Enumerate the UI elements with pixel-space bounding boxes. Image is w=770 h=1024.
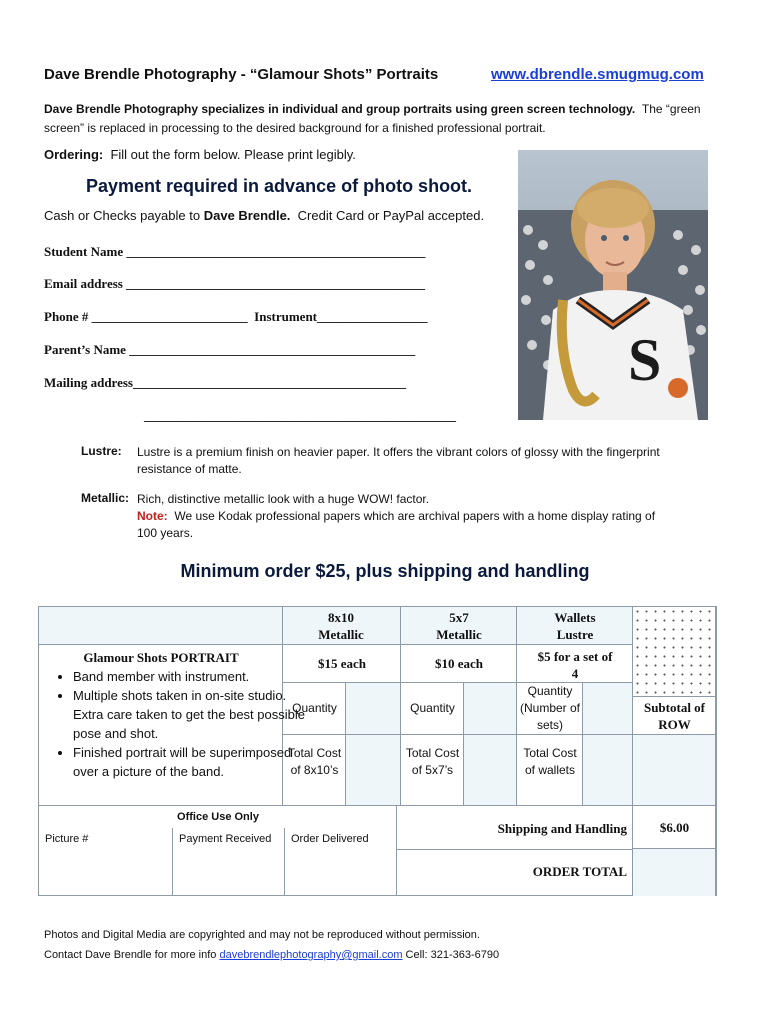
- minimum-order-heading: Minimum order $25, plus shipping and handling: [180, 561, 590, 581]
- feature-item: • Finished portrait will be superimposed over a picture of the band.: [73, 743, 305, 781]
- ordering-label: Ordering:: [44, 147, 104, 162]
- order-total-input[interactable]: [633, 849, 716, 896]
- portrait-title: Glamour Shots PORTRAIT: [83, 650, 239, 665]
- total-8x10-input[interactable]: [346, 735, 401, 806]
- cash-name: Dave Brendle.: [203, 208, 291, 223]
- shipping-total-area: [397, 806, 633, 896]
- col-8x10-head: [283, 607, 401, 645]
- office-use-header: [39, 806, 397, 828]
- col-wallets-price: $5 for a set of 4: [537, 649, 613, 681]
- shipping-value-cell: [633, 806, 716, 849]
- col-5x7-total-label-cell: [401, 735, 464, 806]
- shipping-label: Shipping and Handling: [497, 821, 627, 836]
- payment-received-cell[interactable]: [173, 828, 285, 896]
- col-wallets-head: [517, 607, 633, 645]
- student-name-field[interactable]: Student Name ______________________________________________: [44, 244, 426, 259]
- contact-email-link[interactable]: davebrendlephotography@gmail.com: [219, 949, 403, 961]
- cash-pre: Cash or Checks payable to: [44, 208, 201, 223]
- intro-bold: Dave Brendle Photography specializes in individual and group portraits using green screen technology.: [44, 102, 636, 116]
- order-table: [38, 606, 717, 896]
- col-8x10-total-label-cell: [283, 735, 346, 806]
- metallic-note: [137, 508, 657, 542]
- qty-5x7-input[interactable]: [464, 683, 517, 735]
- subtotal-label: Subtotal of ROW: [643, 700, 706, 732]
- order-total-label: ORDER TOTAL: [532, 864, 627, 879]
- picture-number-label: Picture #: [45, 833, 89, 845]
- feature-item: • Band member with instrument.: [73, 667, 305, 686]
- col-wallets-total-label-cell: [517, 735, 583, 806]
- table-blank-header: [39, 607, 283, 645]
- shipping-value: $6.00: [659, 820, 690, 835]
- office-use-label: Office Use Only: [177, 811, 259, 823]
- col-8x10-price: $15 each: [317, 656, 367, 671]
- phone-instrument-row: [44, 309, 428, 325]
- feature-item: • Multiple shots taken in on-site studio. Extra care taken to get the best possible pose and shot.: [73, 686, 305, 743]
- cash-post: Credit Card or PayPal accepted.: [297, 208, 485, 223]
- dotted-fill: [633, 607, 716, 697]
- col-wallets-qty-label-cell: [517, 683, 583, 735]
- mailing-address-field[interactable]: Mailing address__________________________________________: [44, 375, 406, 390]
- note-label: Note:: [137, 509, 168, 523]
- sample-portrait-photo: [518, 150, 708, 420]
- phone-field[interactable]: Phone # ________________________: [44, 309, 248, 324]
- copyright-notice: Photos and Digital Media are copyrighted and may not be reproduced without permission.: [44, 929, 480, 941]
- col-5x7-qty-label: Quantity: [410, 701, 455, 715]
- payment-methods: [44, 208, 484, 223]
- total-5x7-input[interactable]: [464, 735, 517, 806]
- subtotal-input[interactable]: [633, 735, 716, 806]
- portrait-description-cell: [39, 645, 305, 806]
- col-8x10-price-cell: [283, 645, 401, 683]
- contact-pre: Contact Dave Brendle for more info: [44, 949, 217, 961]
- order-delivered-label: Order Delivered: [291, 833, 369, 845]
- col-5x7-head: [401, 607, 517, 645]
- col-8x10-title: 8x10 Metallic: [318, 610, 364, 642]
- qty-8x10-input[interactable]: [346, 683, 401, 735]
- ordering-line: [44, 147, 356, 162]
- email-field[interactable]: Email address ______________________________________________: [44, 276, 426, 291]
- mailing-address-line2[interactable]: ________________________________________________: [144, 408, 456, 423]
- col-5x7-total-label: Total Cost of 5x7’s: [405, 746, 460, 777]
- col-wallets-qty-label: Quantity (Number of sets): [519, 684, 581, 732]
- col-5x7-qty-label-cell: [401, 683, 464, 735]
- payment-received-label: Payment Received: [179, 833, 272, 845]
- col-5x7-title: 5x7 Metallic: [436, 610, 482, 642]
- order-delivered-cell[interactable]: [285, 828, 397, 896]
- col-5x7-price: $10 each: [434, 656, 484, 671]
- picture-number-cell[interactable]: [39, 828, 173, 896]
- col-wallets-title: Wallets Lustre: [554, 610, 596, 642]
- instrument-field[interactable]: Instrument_________________: [254, 309, 428, 324]
- document-title: Dave Brendle Photography - “Glamour Shots” Portraits: [44, 66, 439, 83]
- metallic-label: Metallic:: [81, 491, 130, 505]
- ordering-text: Fill out the form below. Please print legibly.: [110, 147, 356, 162]
- col-8x10-qty-label: Quantity: [292, 701, 337, 715]
- qty-wallets-input[interactable]: [583, 683, 633, 735]
- col-wallets-total-label: Total Cost of wallets: [523, 746, 577, 777]
- col-wallets-price-cell: [517, 645, 633, 683]
- lustre-description: Lustre is a premium finish on heavier paper. It offers the vibrant colors of glossy with the fingerprint resistance of matte.: [137, 445, 660, 476]
- svg-text:S: S: [628, 327, 662, 393]
- intro-rest: The “green screen” is replaced in processing to the desired background for a finished professional portrait.: [44, 102, 701, 135]
- subtotal-label-cell: [633, 697, 716, 735]
- website-link[interactable]: www.dbrendle.smugmug.com: [491, 66, 704, 83]
- intro-paragraph: [44, 100, 724, 138]
- metallic-description: Rich, distinctive metallic look with a huge WOW! factor.: [137, 492, 430, 506]
- col-8x10-total-label: Total Cost of 8x10’s: [287, 746, 342, 777]
- parent-name-field[interactable]: Parent’s Name ____________________________________________: [44, 342, 416, 357]
- lustre-label: Lustre:: [81, 444, 122, 458]
- total-wallets-input[interactable]: [583, 735, 633, 806]
- contact-phone: Cell: 321-363-6790: [405, 949, 500, 961]
- portrait-features: [45, 667, 305, 781]
- payment-heading: Payment required in advance of photo shoot.: [86, 176, 473, 196]
- contact-line: [44, 949, 499, 961]
- col-8x10-qty-label-cell: [283, 683, 346, 735]
- note-text: We use Kodak professional papers which are archival papers with a home display rating of 100 years.: [137, 509, 656, 540]
- col-5x7-price-cell: [401, 645, 517, 683]
